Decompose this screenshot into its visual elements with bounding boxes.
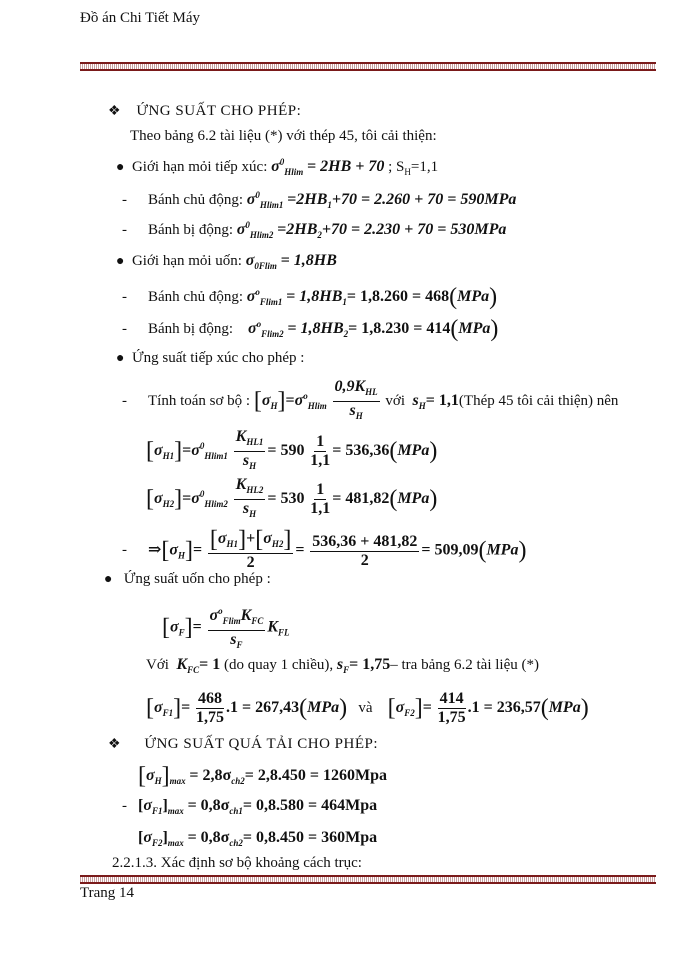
tail: .1 = 236,57: [467, 698, 541, 716]
plus: +: [246, 530, 256, 547]
max: max: [169, 775, 186, 786]
diamond-bullet-icon: ❖: [108, 104, 121, 119]
label: Bánh bị động:: [148, 222, 233, 238]
den-sub: F: [236, 640, 243, 650]
note1: (do quay 1 chiều),: [224, 657, 334, 673]
num: 1: [316, 433, 325, 450]
kfl-sub: FL: [278, 627, 290, 638]
sh-val: = 1,1: [425, 391, 459, 409]
lim: Hlim2: [204, 498, 228, 509]
fraction: [310, 533, 419, 570]
fraction: $\frac{K_{HL2}}{s_H}$: [235, 476, 264, 519]
bullet-icon: ●: [116, 351, 125, 366]
sigma-f1-f2-line: $[\sigma_{F1}]=$ $\frac{468}{1,75}$ .1 = 267,43(MPa) và $[\sigma_{F2}]=$ $\frac{414}{1,75}$ .1 = 236,57(MPa): [146, 690, 589, 726]
expr2: = 0,8.580 = 464Mpa: [242, 797, 378, 814]
with: Với: [146, 657, 169, 673]
label: Bánh chủ động:: [148, 288, 243, 305]
label: Giới hạn mỏi uốn:: [131, 253, 242, 269]
num: 536,36 + 481,82: [312, 532, 418, 550]
label: Ứng suất tiếp xúc cho phép :: [131, 350, 305, 366]
fraction: $\frac{[\sigma_{H1}]+[\sigma_{H2}]}{2}$: [209, 526, 292, 571]
num: 414: [439, 690, 464, 707]
intro-text: Theo bảng 6.2 tài liệu (*) với thép 45, tôi cải thiện:: [130, 128, 437, 144]
num: 1: [316, 481, 325, 498]
drive-h-line: - Bánh chủ động: $\sigma^0_{Hlim1} =2HB_1+70 = 2.260 + 70 = 590MPa$: [122, 190, 517, 210]
sub: H: [270, 400, 278, 411]
bend-params-line: Với $K_{FC}= 1$ (do quay 1 chiều), $s_F= 1,75-$ tra bảng 6.2 tài liệu (*): [146, 656, 539, 675]
fraction: $\frac{K_{HL1}}{s_H}$: [235, 428, 264, 471]
sup: 0: [245, 220, 250, 230]
sub: F1: [151, 806, 163, 816]
num: 0,9K: [334, 378, 366, 395]
den: 1,1: [310, 452, 331, 469]
num-sub: Flim: [222, 616, 241, 626]
den: s: [230, 631, 237, 648]
expr2: +70 = 2.260 + 70 = 590MPa: [331, 191, 517, 208]
sub: H1: [162, 450, 175, 461]
bend-allow-title: [104, 571, 271, 588]
label: Ứng suất uốn cho phép :: [123, 571, 271, 587]
den: 1,1: [310, 500, 331, 517]
expr-sub: 2: [343, 328, 349, 339]
unit: MPa: [486, 541, 519, 559]
num-sub: HL2: [246, 485, 264, 495]
overload-row-f2: $[\sigma_{F2}]_{max} = 0,8\sigma_{ch2}= 0,8.450 = 360Mpa$: [138, 829, 378, 848]
sub: 0Flim: [254, 261, 277, 271]
bend-limit-line: [116, 252, 337, 271]
contact-limit-line: [116, 157, 438, 177]
sup: 0: [279, 157, 285, 167]
kfc-sub: FC: [251, 616, 264, 626]
sym: σ: [246, 191, 256, 208]
overload-row-f1: - $[\sigma_{F1}]_{max} = 0,8\sigma_{ch1}= 0,8.580 = 464Mpa$: [122, 797, 378, 816]
tail: .1 = 267,43: [226, 698, 300, 716]
sym: σ: [143, 829, 152, 846]
den: s: [349, 402, 356, 419]
header-title: Đồ án Chi Tiết Máy: [80, 10, 201, 26]
sigma-f-formula: $[\sigma_F]=$ $\frac{\sigma^o_{Flim}K_{FC}}{s_F}$ $K_{FL}$: [162, 602, 290, 654]
kfc: K: [240, 607, 252, 624]
sym: σ: [146, 766, 155, 784]
sub: Hlim: [307, 400, 327, 411]
unit: MPa: [457, 287, 490, 305]
sym: σ: [246, 287, 256, 305]
expr-sub: 1: [327, 200, 332, 210]
tail: ; S: [388, 159, 405, 175]
sup: o: [256, 318, 262, 329]
result: = 536,36: [332, 441, 390, 459]
unit: MPa: [397, 441, 430, 459]
sym: σ: [271, 158, 280, 175]
num-sub: HL: [365, 387, 378, 397]
kfc-val: = 1: [199, 656, 221, 673]
den: 2: [246, 554, 255, 571]
section-heading-allowable-stress: [108, 103, 301, 120]
sigma-h-avg-line: - $\Rightarrow[\sigma_H]=$ $\frac{[\sigma_{H1}]+[\sigma_{H2}]}{2}$ = $\frac{536,36 + 481,82}{2}$ = 509,09(MPa): [122, 526, 527, 571]
heading-text: ỨNG SUẤT QUÁ TẢI CHO PHÉP:: [144, 736, 378, 752]
tail2: =1,1: [410, 159, 439, 175]
sym: σ: [236, 221, 246, 238]
max: max: [167, 838, 184, 848]
result: = 509,09: [421, 541, 479, 559]
expr-sub: 1: [342, 296, 347, 307]
sf-val: = 1,75: [349, 656, 391, 673]
ch: ch2: [229, 838, 243, 848]
eq: = 590: [267, 441, 305, 459]
fraction: [438, 690, 466, 727]
heading-text: ỨNG SUẤT CHO PHÉP:: [136, 103, 302, 119]
fraction: [196, 690, 224, 727]
sub: F2: [151, 838, 163, 848]
expr2: = 2,8.450 = 1260Mpa: [244, 766, 387, 784]
expr-sub: 2: [317, 230, 322, 240]
tail-sub: H: [404, 167, 411, 177]
kfl: K: [267, 618, 279, 636]
note2: – tra bảng 6.2 tài liệu (*): [390, 657, 539, 673]
fraction: [310, 481, 330, 518]
expr: = 1,8HB: [280, 252, 337, 269]
bullet-icon: ●: [116, 160, 125, 175]
arrow: ⇒: [148, 541, 162, 559]
result: = 481,82: [332, 489, 390, 507]
diamond-bullet-icon: ❖: [108, 737, 121, 752]
drive-f-line: - Bánh chủ động: $\sigma^o_{Flim1} = 1,8HB_1= 1,8.260 = 468(MPa)$: [122, 284, 498, 310]
expr2: = 1,8.230 = 414: [348, 319, 451, 337]
expr: =2HB: [287, 191, 328, 208]
den: 1,75: [196, 709, 225, 726]
fraction: [310, 433, 330, 470]
sub: H2: [162, 498, 175, 509]
expr: = 2HB + 70: [307, 158, 385, 175]
unit: MPa: [307, 698, 340, 716]
expr: = 0,8σ: [187, 797, 230, 814]
num: K: [235, 428, 247, 445]
label: Giới hạn mỏi tiếp xúc:: [131, 159, 268, 175]
sub: Hlim1: [259, 200, 284, 210]
den: 2: [360, 551, 369, 569]
contact-allow-title: [116, 350, 304, 367]
expr: =2HB: [277, 221, 318, 238]
and: và: [358, 699, 373, 716]
bullet-icon: ●: [104, 572, 113, 587]
label: Bánh chủ động:: [148, 192, 243, 208]
unit: MPa: [458, 319, 491, 337]
note: (Thép 45 tôi cải thiện) nên: [458, 392, 619, 409]
lim: Hlim1: [204, 450, 228, 461]
sub: H: [154, 775, 162, 786]
sigma-h2-line: $[\sigma_{H2}]=\sigma^0_{Hlim2}$ $\frac{K_{HL2}}{s_H}$ = 530 $\frac{1}{1,1}$ = 481,82(MPa): [146, 476, 437, 523]
sup: o: [255, 286, 260, 297]
sub: F1: [162, 707, 174, 718]
sym: σ: [143, 797, 152, 814]
den-sub: H: [355, 411, 363, 421]
overload-row-h: $[\sigma_H]_{max} = 2,8\sigma_{ch2}= 2,8.450 = 1260Mpa$: [138, 763, 387, 789]
sym: σ: [261, 391, 271, 409]
sym: σ: [245, 252, 255, 269]
expr2: = 0,8.450 = 360Mpa: [242, 829, 378, 846]
label: Tính toán sơ bộ :: [148, 392, 251, 409]
bullet-icon: ●: [116, 254, 125, 269]
sub: Flim2: [261, 328, 284, 339]
sub: Hlim: [284, 167, 304, 177]
label: Bánh bị động:: [148, 320, 233, 337]
section-heading-overload: [108, 736, 378, 753]
num: 468: [198, 690, 223, 707]
expr2: +70 = 2.230 + 70 = 530MPa: [321, 221, 507, 238]
ch: ch2: [231, 775, 245, 786]
num-sub: HL1: [246, 437, 264, 447]
next-section-heading: 2.2.1.3. Xác định sơ bộ khoảng cách trục:: [112, 855, 362, 871]
sh: s: [412, 391, 419, 409]
driven-f-line: - Bánh bị động: $\sigma^o_{Flim2} = 1,8HB_2= 1,8.230 = 414(MPa)$: [122, 316, 499, 342]
expr: = 1,8HB: [287, 319, 344, 337]
sub: Flim1: [259, 296, 283, 307]
num: K: [235, 476, 247, 493]
expr: = 0,8σ: [187, 829, 230, 846]
sub: Hlim2: [249, 230, 274, 240]
sub: F: [178, 627, 185, 638]
driven-h-line: - Bánh bị động: $\sigma^0_{Hlim2} =2HB_2+70 = 2.230 + 70 = 530MPa$: [122, 220, 507, 240]
with: với: [385, 392, 406, 409]
sym: σ: [248, 319, 257, 337]
header-divider: [80, 62, 656, 71]
sigma-h1-line: $[\sigma_{H1}]=\sigma^0_{Hlim1}$ $\frac{K_{HL1}}{s_H}$ = 590 $\frac{1}{1,1}$ = 536,36(MPa): [146, 428, 437, 475]
unit: MPa: [548, 698, 581, 716]
sub: F2: [404, 707, 415, 718]
prelim-line: - Tính toán sơ bộ : $[\sigma_H]=\sigma^o_{Hlim}$ $\frac{0,9K_{HL}}{s_H}$ với $s_H=$ 1,1(Thép 45 tôi cải thiện) nên: [122, 378, 618, 425]
expr2: = 1,8.260 = 468: [346, 287, 450, 305]
fraction: [333, 378, 380, 425]
fraction: $\frac{\sigma^o_{Flim}K_{FC}}{s_F}$: [208, 602, 266, 654]
ch: ch1: [229, 806, 243, 816]
footer-divider: [80, 875, 656, 884]
sup: 0: [255, 190, 260, 200]
max: max: [167, 806, 184, 816]
eq: = 530: [267, 489, 305, 507]
unit: MPa: [397, 489, 430, 507]
page-number: Trang 14: [80, 885, 135, 901]
den: 1,75: [437, 709, 466, 726]
expr: = 1,8HB: [286, 287, 343, 305]
expr: = 2,8σ: [189, 766, 232, 784]
